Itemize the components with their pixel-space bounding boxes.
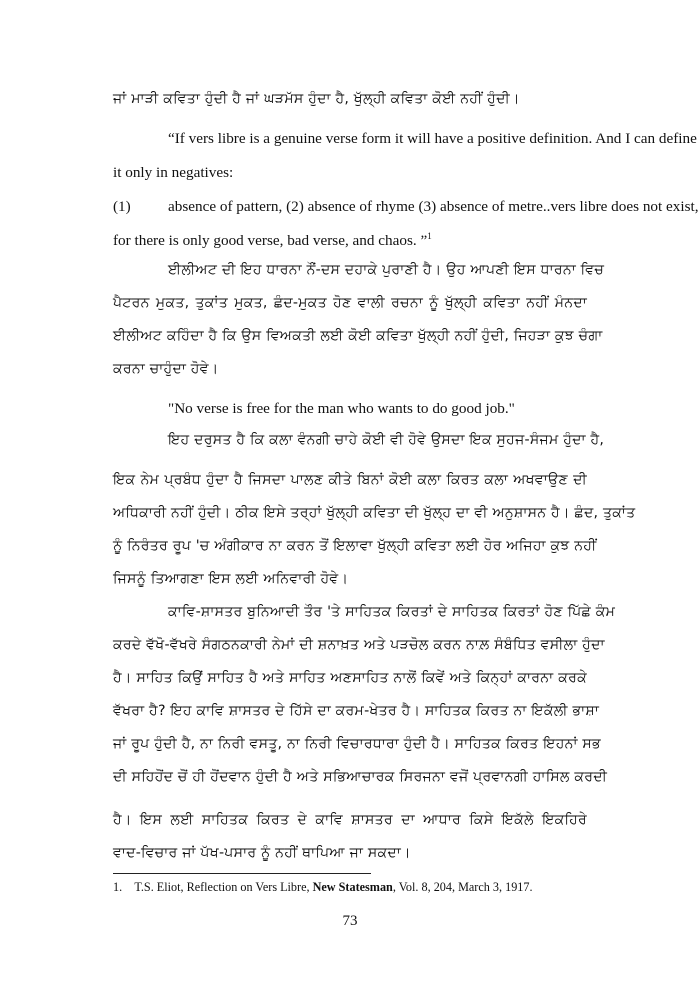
paragraph-line: ਦੀ ਸਹਿਹੋਂਦ ਚੋਂ ਹੀ ਹੋਂਦਵਾਨ ਹੁੰਦੀ ਹੈ ਅਤੇ ਸਭਿਆਚਾਰਕ ਸਿਰਜਨਾ ਵਜੋਂ ਪ੍ਰਵਾਨਗੀ ਹਾਸਿਲ ਕਰਦੀ	[113, 769, 608, 785]
paragraph-line: ਕਰਨਾ ਚਾਹੁੰਦਾ ਹੋਵੇ।	[113, 361, 219, 377]
paragraph-line: ਕਰਦੇ ਵੱਖੋ-ਵੱਖਰੇ ਸੰਗਠਨਕਾਰੀ ਨੇਮਾਂ ਦੀ ਸ਼ਨਾਖ਼ਤ ਅਤੇ ਪੜਚੋਲ ਕਰਨ ਨਾਲ਼ ਸੰਬੰਧਿਤ ਵਸੀਲਾ ਹੁੰਦਾ	[113, 637, 605, 653]
paragraph-line: ਜਿਸਨੂੰ ਤਿਆਗਣਾ ਇਸ ਲਈ ਅਨਿਵਾਰੀ ਹੋਵੇ।	[113, 571, 349, 587]
paragraph-line: ਵਾਦ-ਵਿਚਾਰ ਜਾਂ ਪੱਖ-ਪਸਾਰ ਨੂੰ ਨਹੀਂ ਥਾਪਿਆ ਜਾ ਸਕਦਾ।	[113, 845, 411, 861]
footnote-text: T.S. Eliot, Reflection on Vers Libre,	[134, 880, 313, 894]
quote-line: it only in negatives:	[113, 164, 234, 181]
footnote-divider	[113, 873, 371, 874]
paragraph-line: ਈਲੀਅਟ ਕਹਿੰਦਾ ਹੈ ਕਿ ਉਸ ਵਿਅਕਤੀ ਲਈ ਕੋਈ ਕਵਿਤਾ ਖੁੱਲ੍ਹੀ ਨਹੀਂ ਹੁੰਦੀ, ਜਿਹੜਾ ਕੁਝ ਚੰਗਾ	[113, 328, 603, 344]
paragraph-line: ਹੈ। ਇਸ ਲਈ ਸਾਹਿਤਕ ਕਿਰਤ ਦੇ ਕਾਵਿ ਸ਼ਾਸਤਰ ਦਾ ਆਧਾਰ ਕਿਸੇ ਇਕੱਲੇ ਇਕਹਿਰੇ	[113, 812, 587, 828]
paragraph-line: ਵੱਖਰਾ ਹੈ? ਇਹ ਕਾਵਿ ਸ਼ਾਸਤਰ ਦੇ ਹਿੱਸੇ ਦਾ ਕਰਮ-ਖੇਤਰ ਹੈ। ਸਾਹਿਤਕ ਕਿਰਤ ਨਾ ਇਕੱਲੀ ਭਾਸ਼ਾ	[113, 703, 600, 719]
paragraph-line: ਪੈਟਰਨ ਮੁਕਤ, ਤੁਕਾਂਤ ਮੁਕਤ, ਛੰਦ-ਮੁਕਤ ਹੋਣ ਵਾਲੀ ਰਚਨਾ ਨੂੰ ਖੁੱਲ੍ਹੀ ਕਵਿਤਾ ਨਹੀਂ ਮੰਨਦਾ	[113, 295, 587, 311]
paragraph-line: ਇਹ ਦਰੁਸਤ ਹੈ ਕਿ ਕਲਾ ਵੰਨਗੀ ਚਾਹੇ ਕੋਈ ਵੀ ਹੋਵੇ ਉਸਦਾ ਇਕ ਸੁਹਜ-ਸੰਜਮ ਹੁੰਦਾ ਹੈ,	[168, 432, 605, 448]
quote-line	[113, 232, 432, 250]
quote-list-number: (1)	[113, 198, 131, 215]
quote-line: absence of pattern, (2) absence of rhyme (3) absence of metre..vers libre does not exist,	[168, 198, 699, 215]
quote-line: “If vers libre is a genuine verse form it will have a positive definition. And I can define	[168, 130, 697, 147]
footnote-marker[interactable]: 1	[427, 230, 432, 241]
quote-text: for there is only good verse, bad verse, and chaos. ”	[113, 232, 428, 249]
footnote	[113, 880, 533, 895]
paragraph-line: ਹੈ। ਸਾਹਿਤ ਕਿਉਂ ਸਾਹਿਤ ਹੈ ਅਤੇ ਸਾਹਿਤ ਅਣਸਾਹਿਤ ਨਾਲੋਂ ਕਿਵੇਂ ਅਤੇ ਕਿਨ੍ਹਾਂ ਕਾਰਨਾ ਕਰਕੇ	[113, 670, 587, 686]
paragraph-line: ਕਾਵਿ-ਸ਼ਾਸਤਰ ਬੁਨਿਆਦੀ ਤੌਰ 'ਤੇ ਸਾਹਿਤਕ ਕਿਰਤਾਂ ਦੇ ਸਾਹਿਤਕ ਕਿਰਤਾਂ ਹੋਣ ਪਿੱਛੇ ਕੰਮ	[168, 604, 616, 620]
footnote-number: 1.	[113, 880, 123, 894]
paragraph-line: ਨੂੰ ਨਿਰੰਤਰ ਰੂਪ 'ਚ ਅੰਗੀਕਾਰ ਨਾ ਕਰਨ ਤੋਂ ਇਲਾਵਾ ਖੁੱਲ੍ਹੀ ਕਵਿਤਾ ਲਈ ਹੋਰ ਅਜਿਹਾ ਕੁਝ ਨਹੀਂ	[113, 538, 597, 554]
quote-line: "No verse is free for the man who wants to do good job."	[168, 400, 515, 417]
footnote-text-tail: , Vol. 8, 204, March 3, 1917.	[392, 880, 533, 894]
paragraph-line: ਈਲੀਅਟ ਦੀ ਇਹ ਧਾਰਨਾ ਨੌਂ-ਦਸ ਦਹਾਕੇ ਪੁਰਾਣੀ ਹੈ। ਉਹ ਆਪਣੀ ਇਸ ਧਾਰਨਾ ਵਿਚ	[168, 262, 605, 278]
paragraph-line: ਅਧਿਕਾਰੀ ਨਹੀਂ ਹੁੰਦੀ। ਠੀਕ ਇਸੇ ਤਰ੍ਹਾਂ ਖੁੱਲ੍ਹੀ ਕਵਿਤਾ ਦੀ ਖੁੱਲ੍ਹ ਦਾ ਵੀ ਅਨੁਸ਼ਾਸਨ ਹੈ। ਛੰਦ, ਤੁਕਾਂਤ	[113, 505, 636, 521]
page-number: 73	[342, 913, 358, 929]
paragraph-line: ਜਾਂ ਮਾੜੀ ਕਵਿਤਾ ਹੁੰਦੀ ਹੈ ਜਾਂ ਘੜਮੱਸ ਹੁੰਦਾ ਹੈ, ਖੁੱਲ੍ਹੀ ਕਵਿਤਾ ਕੋਈ ਨਹੀਂ ਹੁੰਦੀ।	[113, 91, 520, 107]
paragraph-line: ਜਾਂ ਰੂਪ ਹੁੰਦੀ ਹੈ, ਨਾ ਨਿਰੀ ਵਸਤੂ, ਨਾ ਨਿਰੀ ਵਿਚਾਰਧਾਰਾ ਹੁੰਦੀ ਹੈ। ਸਾਹਿਤਕ ਕਿਰਤ ਇਹਨਾਂ ਸਭ	[113, 736, 601, 752]
footnote-publication: New Statesman	[312, 880, 393, 894]
paragraph-line: ਇਕ ਨੇਮ ਪ੍ਰਬੰਧ ਹੁੰਦਾ ਹੈ ਜਿਸਦਾ ਪਾਲਣ ਕੀਤੇ ਬਿਨਾਂ ਕੋਈ ਕਲਾ ਕਿਰਤ ਕਲਾ ਅਖਵਾਉਣ ਦੀ	[113, 472, 587, 488]
